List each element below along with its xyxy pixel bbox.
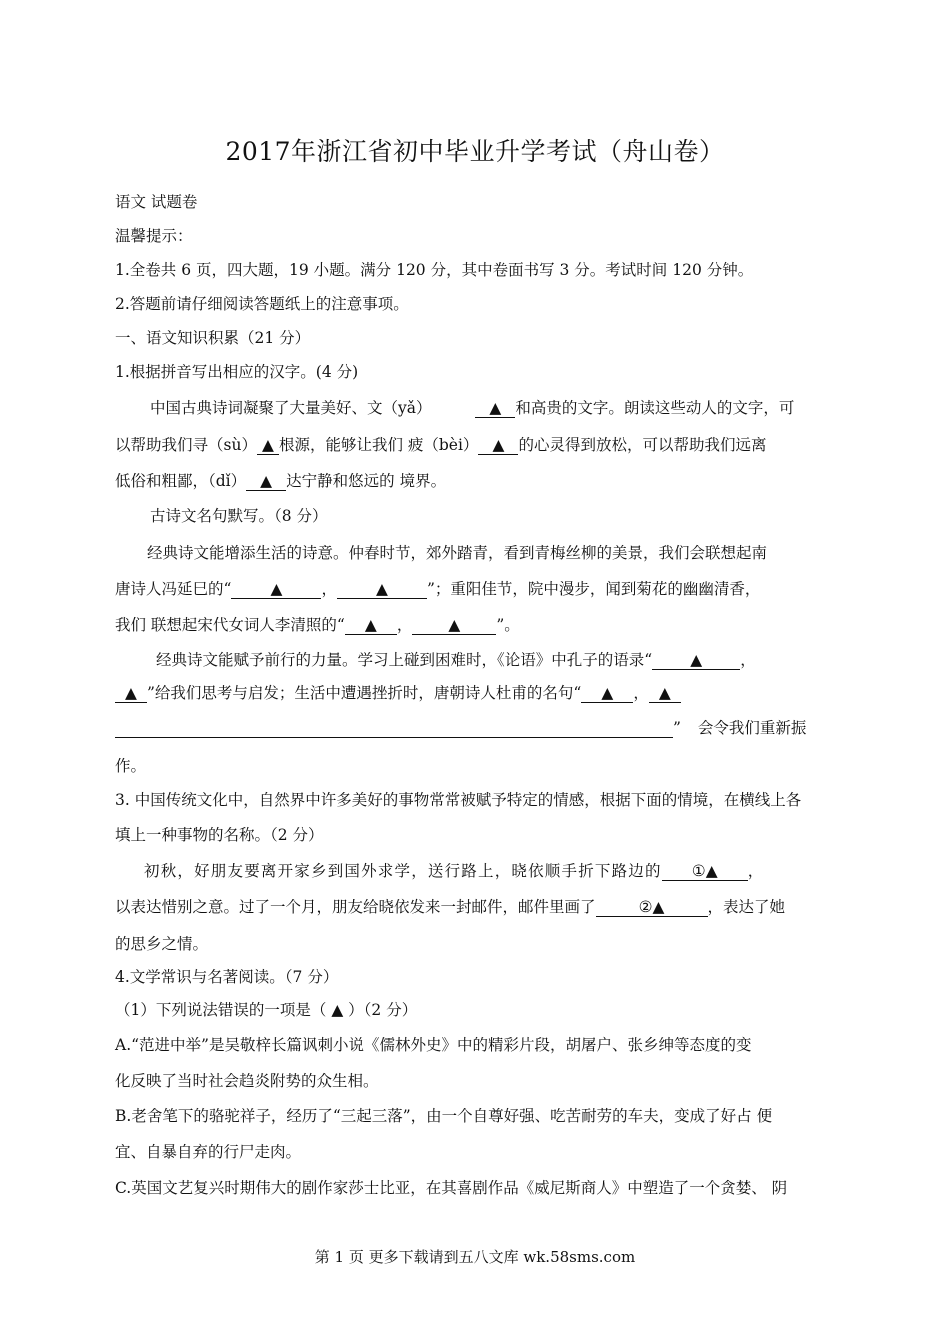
answer-blank[interactable]: ▲: [246, 473, 286, 491]
q3-text: ，表达了她: [707, 898, 786, 916]
answer-blank[interactable]: ▲: [337, 581, 427, 599]
answer-blank[interactable]: ▲: [345, 617, 397, 635]
subject-line: 语文 试题卷: [115, 193, 198, 211]
q4-text: （1）下列说法错误的一项是（: [115, 1001, 327, 1019]
answer-blank[interactable]: ▲: [231, 581, 321, 599]
q2-text: ”给我们思考与启发；生活中遭遇挫折时，唐朝诗人杜甫的名句“: [147, 684, 582, 702]
q2-text: ”: [673, 719, 681, 737]
q1-line-2: [115, 433, 766, 455]
q3-line-5: 的思乡之情。: [115, 935, 209, 953]
q2-line-6: [115, 716, 806, 738]
section-heading-1: 一、语文知识积累（21 分）: [115, 329, 311, 347]
q2-text: ”；重阳佳节，院中漫步，闻到菊花的幽幽清香，: [426, 580, 761, 598]
q2-line-2: [115, 577, 760, 599]
q2-text: ，: [740, 651, 756, 669]
q2-line-1: 经典诗文能增添生活的诗意。仲春时节，郊外踏青，看到青梅丝柳的美景，我们会联想起南: [147, 544, 768, 562]
option-a-line-2: 化反映了当时社会趋炎附势的众生相。: [115, 1072, 379, 1090]
q2-line-7: 作。: [115, 757, 147, 775]
q2-text: ，: [396, 616, 413, 634]
q1-text: 根源，能够让我们 疲（bèi）: [278, 436, 479, 454]
q4-text: ）（2 分）: [348, 1001, 418, 1019]
q2-title: 古诗文名句默写。（8 分）: [150, 507, 328, 525]
choice-answer-slot[interactable]: ▲: [331, 1001, 344, 1019]
q1-text: 中国古典诗词凝聚了大量美好、文（yǎ）: [150, 399, 432, 417]
q2-line-5: [115, 681, 681, 703]
option-b-line-2: 宜、自暴自弃的行尸走肉。: [115, 1143, 302, 1161]
option-c-line-1: C.英国文艺复兴时期伟大的剧作家莎士比亚，在其喜剧作品《威尼斯商人》中塑造了一个贪婪、 阴: [115, 1179, 788, 1197]
page-footer: 第 1 页 更多下载请到五八文库 wk.58sms.com: [314, 1248, 636, 1266]
q1-text: 的心灵得到放松，可以帮助我们远离: [518, 436, 767, 454]
q3-text: 初秋，好朋友要离开家乡到国外求学，送行路上，晓依顺手折下路边的: [144, 862, 662, 880]
q4-sub-question-1: [115, 998, 417, 1020]
answer-blank[interactable]: ▲: [581, 685, 633, 703]
answer-blank[interactable]: ▲: [649, 685, 681, 703]
answer-blank[interactable]: ▲: [475, 400, 515, 418]
q1-line-1: [150, 396, 794, 418]
q2-text: 我们 联想起宋代女词人李清照的“: [115, 616, 345, 634]
q2-text: 会令我们重新振: [697, 719, 807, 737]
q2-text: 唐诗人冯延巳的“: [115, 580, 232, 598]
answer-blank-1[interactable]: [662, 863, 748, 881]
q2-text: 经典诗文能赋予前行的力量。学习上碰到困难时，《论语》中孔子的语录“: [156, 651, 653, 669]
q3-line-4: [115, 895, 785, 917]
q3-text: ，: [747, 862, 765, 880]
q1-text: 和高贵的文字。朗读这些动人的文字，可: [515, 399, 795, 417]
q2-line-4: [156, 648, 756, 670]
q3-line-1: 3. 中国传统文化中，自然界中许多美好的事物常常被赋予特定的情感，根据下面的情境，在横线上各: [115, 791, 802, 809]
q1-line-3: [115, 469, 446, 491]
notice-item-2: 2.答题前请仔细阅读答题纸上的注意事项。: [115, 295, 409, 313]
q1-text: 以帮助我们寻（sù）: [115, 436, 257, 454]
answer-blank-2[interactable]: [596, 899, 708, 917]
answer-triangle: ▲: [652, 898, 665, 916]
option-a-line-1: A.“范进中举”是吴敬梓长篇讽刺小说《儒林外史》中的精彩片段，胡屠户、张乡绅等态度的变: [115, 1036, 752, 1054]
q2-text: ，: [633, 684, 649, 702]
notice-item-1: 1.全卷共 6 页，四大题，19 小题。满分 120 分，其中卷面书写 3 分。考试时间 120 分钟。: [115, 261, 754, 279]
q4-title: 4.文学常识与名著阅读。（7 分）: [115, 968, 339, 986]
answer-blank[interactable]: ▲: [652, 652, 740, 670]
answer-blank-long[interactable]: [115, 720, 673, 738]
page-title: 2017年浙江省初中毕业升学考试（舟山卷）: [225, 137, 725, 166]
answer-blank[interactable]: ▲: [115, 685, 147, 703]
answer-blank[interactable]: ▲: [257, 437, 279, 455]
blank-number-1: ①: [691, 862, 706, 880]
answer-blank[interactable]: ▲: [412, 617, 496, 635]
q2-text: ，: [321, 580, 337, 598]
q3-line-3: [144, 859, 764, 881]
q1-text: 低俗和粗鄙，（dǐ）: [115, 472, 247, 490]
q2-line-3: [115, 613, 520, 635]
answer-triangle: ▲: [705, 862, 718, 880]
notice-label: 温馨提示：: [115, 227, 193, 245]
q3-text: 以表达惜别之意。过了一个月，朋友给晓依发来一封邮件，邮件里画了: [115, 898, 596, 916]
q3-line-2: 填上一种事物的名称。（2 分）: [115, 826, 324, 844]
option-b-line-1: B.老舍笔下的骆驼祥子，经历了“三起三落”，由一个自尊好强、吃苦耐劳的车夫，变成了好占 便: [115, 1107, 773, 1125]
q1-text: 达宁静和悠远的 境界。: [286, 472, 447, 490]
answer-blank[interactable]: ▲: [478, 437, 518, 455]
q2-text: ”。: [496, 616, 520, 634]
q1-title: 1.根据拼音写出相应的汉字。(4 分): [115, 363, 359, 381]
blank-number-2: ②: [638, 898, 653, 916]
